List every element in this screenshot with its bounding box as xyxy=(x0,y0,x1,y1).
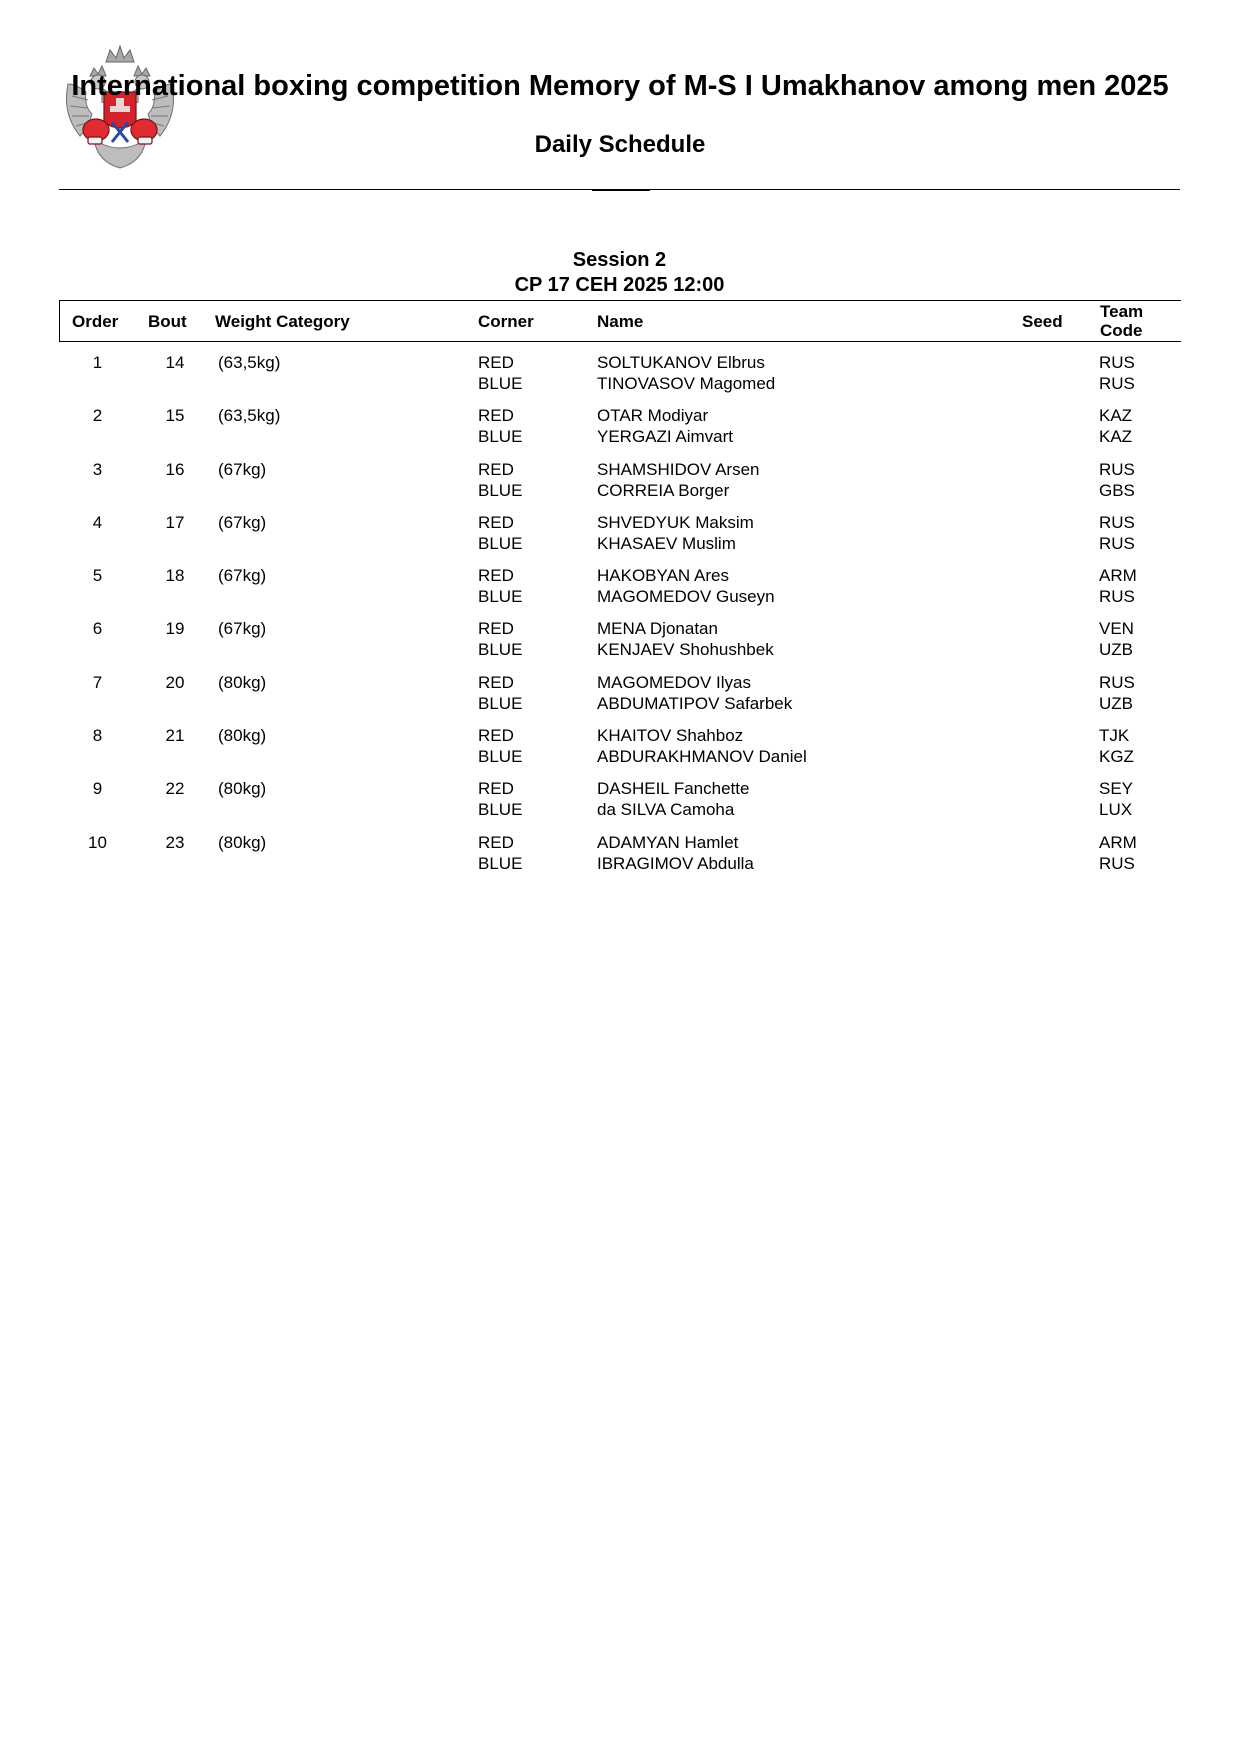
red-team-code: ARM xyxy=(1099,832,1137,852)
red-team-code: ARM xyxy=(1099,566,1137,586)
table-row xyxy=(59,459,1180,512)
red-team-code: RUS xyxy=(1099,672,1135,692)
column-header-name: Name xyxy=(597,312,644,331)
table-row xyxy=(59,352,1180,405)
bout-cell: 17 xyxy=(165,512,185,532)
weight-category-cell: (80kg) xyxy=(218,779,267,799)
weight-category-cell: (63,5kg) xyxy=(218,353,281,372)
session-heading xyxy=(59,248,1180,298)
blue-corner-cell: BLUE xyxy=(478,374,523,393)
weight-category-cell: (67kg) xyxy=(218,512,267,532)
column-header-seed: Seed xyxy=(1022,312,1063,331)
red-corner-cell: RED xyxy=(478,726,514,746)
red-boxer-name: ADAMYAN Hamlet xyxy=(597,832,739,852)
blue-team-code: RUS xyxy=(1099,374,1135,393)
weight-category-cell: (80kg) xyxy=(218,672,267,692)
red-team-code: RUS xyxy=(1099,353,1135,372)
blue-corner-cell: BLUE xyxy=(478,427,523,447)
red-corner-cell: RED xyxy=(478,619,514,639)
red-boxer-name: OTAR Modiyar xyxy=(597,406,709,426)
blue-corner-cell: BLUE xyxy=(478,533,523,553)
blue-team-code: KAZ xyxy=(1099,427,1133,447)
blue-boxer-name: MAGOMEDOV Guseyn xyxy=(597,587,775,607)
order-cell: 9 xyxy=(92,779,103,799)
bout-cell: 15 xyxy=(165,406,185,426)
blue-team-code: RUS xyxy=(1099,853,1135,873)
red-boxer-name: SHAMSHIDOV Arsen xyxy=(597,459,760,479)
table-row xyxy=(59,405,1180,458)
blue-corner-cell: BLUE xyxy=(478,853,523,873)
red-boxer-name: SHVEDYUK Maksim xyxy=(597,512,754,532)
table-row xyxy=(59,618,1180,671)
bout-cell: 16 xyxy=(165,459,185,479)
order-cell: 4 xyxy=(92,512,103,532)
bout-cell: 20 xyxy=(165,672,185,692)
session-name: Session 2 xyxy=(572,249,667,271)
document-subtitle: Daily Schedule xyxy=(534,131,706,158)
red-corner-cell: RED xyxy=(478,406,514,426)
bout-cell: 18 xyxy=(165,566,185,586)
blue-team-code: RUS xyxy=(1099,587,1135,607)
blue-team-code: UZB xyxy=(1099,693,1133,713)
blue-boxer-name: ABDUMATIPOV Safarbek xyxy=(597,693,793,713)
order-cell: 10 xyxy=(88,832,107,852)
table-row xyxy=(59,725,1180,778)
bout-cell: 22 xyxy=(165,779,185,799)
table-row xyxy=(59,565,1180,618)
red-team-code: VEN xyxy=(1099,619,1134,639)
blue-boxer-name: ABDURAKHMANOV Daniel xyxy=(597,747,807,767)
blue-corner-cell: BLUE xyxy=(478,640,523,660)
blue-team-code: UZB xyxy=(1099,640,1133,660)
order-cell: 7 xyxy=(92,672,103,692)
blue-boxer-name: CORREIA Borger xyxy=(597,480,730,500)
red-boxer-name: MENA Djonatan xyxy=(597,619,718,639)
column-header-weight: Weight Category xyxy=(215,312,350,331)
order-cell: 6 xyxy=(92,619,103,639)
blue-boxer-name: KHASAEV Muslim xyxy=(597,533,736,553)
column-header-team-code xyxy=(1100,302,1143,340)
red-team-code: KAZ xyxy=(1099,406,1133,426)
red-boxer-name: SOLTUKANOV Elbrus xyxy=(597,353,765,372)
column-header-corner: Corner xyxy=(478,312,534,331)
order-cell: 3 xyxy=(92,459,103,479)
blue-team-code: KGZ xyxy=(1099,747,1134,767)
red-corner-cell: RED xyxy=(478,353,514,372)
weight-category-cell: (67kg) xyxy=(218,566,267,586)
bout-cell: 19 xyxy=(165,619,185,639)
red-boxer-name: MAGOMEDOV Ilyas xyxy=(597,672,751,692)
weight-category-cell: (80kg) xyxy=(218,726,267,746)
order-cell: 5 xyxy=(92,566,103,586)
red-boxer-name: HAKOBYAN Ares xyxy=(597,566,729,586)
column-header-team-line1: Team xyxy=(1100,302,1144,321)
column-header-order: Order xyxy=(72,312,119,331)
blue-corner-cell: BLUE xyxy=(478,480,523,500)
order-cell: 1 xyxy=(92,353,103,372)
blue-corner-cell: BLUE xyxy=(478,693,523,713)
red-corner-cell: RED xyxy=(478,779,514,799)
column-header-bout: Bout xyxy=(148,312,187,331)
weight-category-cell: (63,5kg) xyxy=(218,406,281,426)
red-team-code: SEY xyxy=(1099,779,1134,799)
table-header xyxy=(59,300,1181,342)
schedule-table-body xyxy=(59,352,1180,885)
blue-corner-cell: BLUE xyxy=(478,587,523,607)
document-title: International boxing competition Memory of M-S I Umakhanov among men 2025 xyxy=(71,70,1169,102)
blue-boxer-name: YERGAZI Aimvart xyxy=(597,427,734,447)
session-datetime: CP 17 CEH 2025 12:00 xyxy=(514,274,725,296)
blue-team-code: RUS xyxy=(1099,533,1135,553)
bout-cell: 14 xyxy=(165,353,185,372)
order-cell: 8 xyxy=(92,726,103,746)
table-row xyxy=(59,778,1180,831)
blue-boxer-name: IBRAGIMOV Abdulla xyxy=(597,853,754,873)
blue-corner-cell: BLUE xyxy=(478,747,523,767)
bout-cell: 23 xyxy=(165,832,185,852)
blue-boxer-name: da SILVA Camoha xyxy=(597,800,735,820)
blue-boxer-name: KENJAEV Shohushbek xyxy=(597,640,774,660)
red-team-code: TJK xyxy=(1099,726,1130,746)
header-divider-mark xyxy=(592,189,650,191)
blue-corner-cell: BLUE xyxy=(478,800,523,820)
column-header-team-line2: Code xyxy=(1100,321,1143,340)
table-row xyxy=(59,512,1180,565)
red-corner-cell: RED xyxy=(478,512,514,532)
red-corner-cell: RED xyxy=(478,672,514,692)
order-cell: 2 xyxy=(92,406,103,426)
blue-boxer-name: TINOVASOV Magomed xyxy=(597,374,776,393)
blue-team-code: GBS xyxy=(1099,480,1135,500)
weight-category-cell: (67kg) xyxy=(218,459,267,479)
table-row xyxy=(59,832,1180,885)
weight-category-cell: (80kg) xyxy=(218,832,267,852)
table-row xyxy=(59,672,1180,725)
red-team-code: RUS xyxy=(1099,512,1135,532)
red-corner-cell: RED xyxy=(478,566,514,586)
bout-cell: 21 xyxy=(165,726,185,746)
blue-team-code: LUX xyxy=(1099,800,1133,820)
red-corner-cell: RED xyxy=(478,459,514,479)
red-boxer-name: DASHEIL Fanchette xyxy=(597,779,750,799)
red-team-code: RUS xyxy=(1099,459,1135,479)
red-boxer-name: KHAITOV Shahboz xyxy=(597,726,744,746)
weight-category-cell: (67kg) xyxy=(218,619,267,639)
red-corner-cell: RED xyxy=(478,832,514,852)
